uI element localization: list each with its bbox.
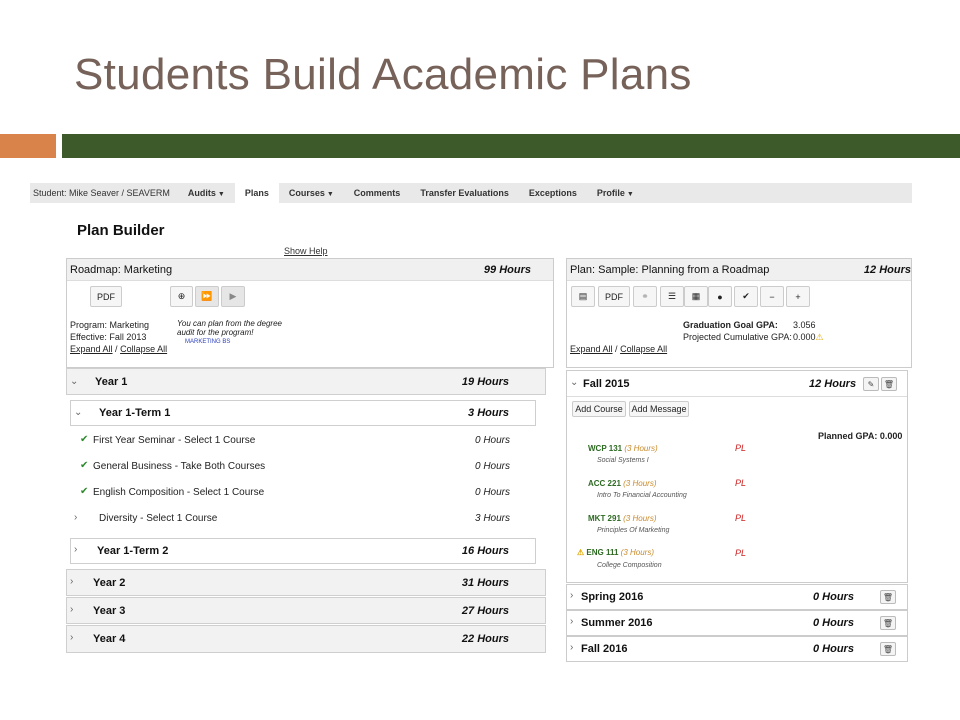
plan-panel bbox=[566, 258, 912, 368]
projected-gpa-label: Projected Cumulative GPA: bbox=[683, 332, 792, 342]
table-view-button[interactable] bbox=[571, 286, 595, 307]
course-status: PL bbox=[735, 478, 747, 488]
accent-bar-green bbox=[62, 134, 960, 158]
collapse-all-link[interactable]: Collapse All bbox=[120, 344, 168, 354]
term-hours: 0 Hours bbox=[813, 591, 854, 603]
list-item[interactable]: ✔ First Year Seminar - Select 1 Course 0 Hours bbox=[80, 434, 510, 446]
roadmap-panel bbox=[66, 258, 554, 368]
effective-label: Effective: Fall 2013 bbox=[70, 332, 147, 342]
course-status: PL bbox=[735, 548, 747, 558]
year-2-row[interactable] bbox=[66, 569, 546, 596]
chevron-right-icon: › bbox=[570, 642, 574, 653]
list-item[interactable]: › Diversity - Select 1 Course 3 Hours bbox=[74, 512, 510, 524]
term-fall-2015 bbox=[566, 370, 908, 583]
delete-term-button[interactable] bbox=[880, 642, 896, 656]
term-hours: 0 Hours bbox=[813, 617, 854, 629]
caret-down-icon: ▼ bbox=[326, 191, 334, 198]
term-summer-2016[interactable] bbox=[566, 610, 908, 636]
play-icon: ▶ bbox=[229, 291, 237, 301]
term-label: Fall 2015 bbox=[583, 378, 630, 390]
list-item[interactable]: ✔ English Composition - Select 1 Course 0 Hours bbox=[80, 486, 510, 498]
warning-icon: ⚠ bbox=[577, 548, 585, 557]
nav-plans[interactable]: Plans bbox=[235, 183, 279, 203]
degree-audit-link[interactable]: MARKETING BS bbox=[185, 339, 231, 345]
nav-comments[interactable]: Comments bbox=[353, 188, 401, 198]
course-code[interactable]: ⚠ ENG 111 (3 Hours) bbox=[577, 548, 655, 557]
grad-goal-gpa-value: 3.056 bbox=[793, 320, 816, 330]
minus-button[interactable] bbox=[760, 286, 784, 307]
course-title: Social Systems I bbox=[597, 457, 649, 464]
year-3-row[interactable] bbox=[66, 597, 546, 624]
year-1-row[interactable] bbox=[66, 368, 546, 395]
slide-title: Students Build Academic Plans bbox=[74, 50, 692, 99]
roadmap-course-list bbox=[66, 428, 546, 533]
list-icon: ☰ bbox=[667, 291, 677, 301]
term-hours: 12 Hours bbox=[809, 378, 857, 390]
term-hours: 16 Hours bbox=[461, 545, 509, 557]
accent-bar-orange bbox=[0, 134, 56, 158]
term-2-row[interactable] bbox=[70, 538, 536, 564]
term-header[interactable] bbox=[567, 371, 907, 397]
check-icon: ✔ bbox=[80, 460, 89, 471]
fast-forward-icon: ⏩ bbox=[201, 291, 213, 301]
plus-circle-icon: ⊕ bbox=[177, 291, 186, 301]
year-label: Year 3 bbox=[93, 605, 126, 617]
course-title: College Composition bbox=[597, 562, 662, 569]
edit-term-button[interactable] bbox=[863, 377, 879, 391]
course-title: Intro To Financial Accounting bbox=[597, 492, 687, 499]
expand-all-link[interactable]: Expand All bbox=[70, 344, 113, 354]
trash-icon: 🗑 bbox=[882, 618, 894, 628]
student-name: Student: Mike Seaver / SEAVERM bbox=[33, 188, 170, 198]
roadmap-note-2: audit for the program! bbox=[177, 328, 254, 337]
plan-expand-collapse: Expand All / Collapse All bbox=[570, 344, 668, 354]
link-icon: ⚭ bbox=[641, 291, 649, 301]
add-course-button[interactable]: Add Course bbox=[572, 401, 626, 417]
trash-icon: 🗑 bbox=[882, 644, 894, 654]
year-label: Year 2 bbox=[93, 577, 126, 589]
year-4-row[interactable] bbox=[66, 625, 546, 653]
list-item[interactable]: ✔ General Business - Take Both Courses 0 Hours bbox=[80, 460, 510, 472]
chevron-right-icon: › bbox=[570, 590, 574, 601]
course-status: PL bbox=[735, 443, 747, 453]
term-spring-2016[interactable] bbox=[566, 584, 908, 610]
term-label: Year 1-Term 2 bbox=[97, 545, 169, 557]
check-button[interactable] bbox=[734, 286, 758, 307]
planned-gpa: Planned GPA: 0.000 bbox=[818, 431, 903, 441]
year-hours: 27 Hours bbox=[461, 605, 509, 617]
term-label: Year 1-Term 1 bbox=[99, 407, 171, 419]
plan-hours: 12 Hours bbox=[863, 264, 911, 276]
chevron-down-icon: ⌄ bbox=[74, 407, 83, 418]
check-icon: ✔ bbox=[80, 486, 89, 497]
nav-exceptions[interactable]: Exceptions bbox=[528, 188, 577, 198]
play-button[interactable] bbox=[221, 286, 245, 307]
course-code[interactable]: WCP 131 (3 Hours) bbox=[588, 444, 658, 453]
calculator-icon: ▦ bbox=[691, 291, 701, 301]
minus-icon: − bbox=[769, 291, 775, 302]
plan-pdf-button[interactable]: PDF bbox=[598, 286, 630, 307]
plus-button[interactable] bbox=[786, 286, 810, 307]
delete-term-button[interactable] bbox=[880, 616, 896, 630]
check-icon: ✔ bbox=[80, 434, 89, 445]
chevron-down-icon: ⌄ bbox=[570, 377, 579, 388]
projected-gpa bbox=[793, 332, 824, 343]
chevron-right-icon: › bbox=[70, 632, 74, 643]
plus-icon: + bbox=[795, 291, 801, 302]
chevron-right-icon: › bbox=[570, 616, 574, 627]
add-message-button[interactable]: Add Message bbox=[629, 401, 689, 417]
term-label: Spring 2016 bbox=[581, 591, 644, 603]
chevron-right-icon: › bbox=[70, 576, 74, 587]
edit-icon: ✎ bbox=[867, 379, 875, 389]
term-hours: 3 Hours bbox=[468, 407, 509, 419]
term-hours: 0 Hours bbox=[813, 643, 854, 655]
nav-transfer-evaluations[interactable]: Transfer Evaluations bbox=[420, 188, 509, 198]
delete-term-button[interactable] bbox=[881, 377, 897, 391]
course-title: Principles Of Marketing bbox=[597, 527, 670, 534]
term-label: Fall 2016 bbox=[581, 643, 628, 655]
term-1-row[interactable] bbox=[70, 400, 536, 426]
screenshot-area bbox=[30, 183, 912, 673]
term-label: Summer 2016 bbox=[581, 617, 653, 629]
comment-icon: ● bbox=[717, 291, 723, 302]
year-label: Year 1 bbox=[95, 376, 128, 388]
collapse-all-link[interactable]: Collapse All bbox=[620, 344, 668, 354]
warning-icon: ⚠ bbox=[815, 332, 824, 342]
add-roadmap-button[interactable] bbox=[170, 286, 193, 307]
list-button[interactable] bbox=[660, 286, 684, 307]
nav-profile[interactable]: Profile ▼ bbox=[596, 188, 634, 198]
trash-icon: 🗑 bbox=[883, 379, 895, 389]
roadmap-header bbox=[67, 259, 553, 281]
course-code[interactable]: MKT 291 (3 Hours) bbox=[588, 514, 657, 523]
nav-audits[interactable]: Audits ▼ bbox=[187, 188, 225, 198]
caret-down-icon: ▼ bbox=[217, 191, 225, 198]
projected-gpa-value: 0.000 bbox=[793, 332, 816, 342]
year-label: Year 4 bbox=[93, 633, 126, 645]
year-hours: 19 Hours bbox=[461, 376, 509, 388]
chevron-right-icon: › bbox=[70, 604, 74, 615]
expand-all-link[interactable]: Expand All bbox=[570, 344, 613, 354]
fast-forward-button[interactable] bbox=[195, 286, 219, 307]
program-label: Program: Marketing bbox=[70, 320, 150, 330]
top-nav bbox=[30, 183, 912, 203]
roadmap-note-1: You can plan from the degree bbox=[177, 319, 282, 328]
grad-goal-gpa-label: Graduation Goal GPA: bbox=[683, 320, 778, 330]
page-title: Plan Builder bbox=[77, 222, 165, 239]
table-icon: ▤ bbox=[578, 291, 588, 301]
course-code[interactable]: ACC 221 (3 Hours) bbox=[588, 479, 657, 488]
trash-icon: 🗑 bbox=[882, 592, 894, 602]
link-button[interactable] bbox=[633, 286, 657, 307]
chevron-right-icon: › bbox=[74, 512, 78, 523]
roadmap-hours: 99 Hours bbox=[483, 264, 531, 276]
roadmap-title: Roadmap: Marketing bbox=[70, 264, 173, 276]
course-status: PL bbox=[735, 513, 747, 523]
roadmap-pdf-button[interactable]: PDF bbox=[90, 286, 122, 307]
expand-collapse: Expand All / Collapse All bbox=[70, 344, 168, 354]
chevron-right-icon: › bbox=[74, 544, 78, 555]
check-icon: ✔ bbox=[742, 291, 750, 301]
plan-header bbox=[567, 259, 911, 281]
delete-term-button[interactable] bbox=[880, 590, 896, 604]
year-hours: 22 Hours bbox=[461, 633, 509, 645]
comment-button[interactable] bbox=[708, 286, 732, 307]
nav-courses[interactable]: Courses ▼ bbox=[288, 188, 334, 198]
plan-title: Plan: Sample: Planning from a Roadmap bbox=[570, 264, 770, 276]
term-fall-2016[interactable] bbox=[566, 636, 908, 662]
calculator-button[interactable] bbox=[684, 286, 708, 307]
show-help-link[interactable]: Show Help bbox=[284, 246, 328, 256]
year-hours: 31 Hours bbox=[461, 577, 509, 589]
caret-down-icon: ▼ bbox=[626, 191, 634, 198]
chevron-down-icon: ⌄ bbox=[70, 376, 79, 387]
